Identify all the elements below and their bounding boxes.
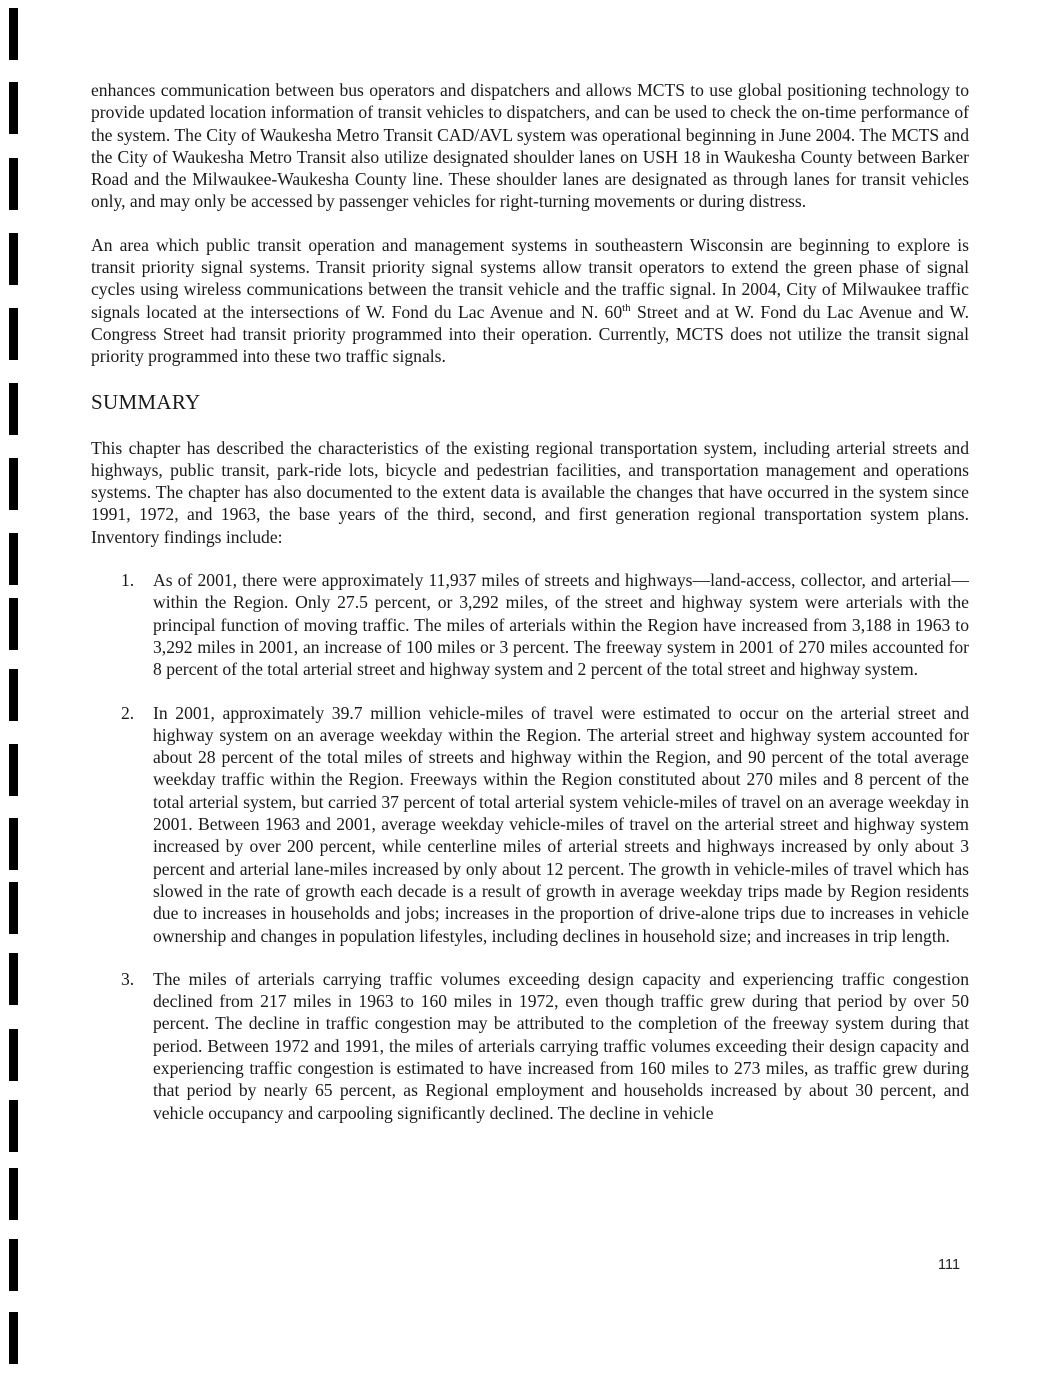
binding-mark — [9, 1100, 18, 1152]
binding-marks — [9, 0, 23, 1379]
binding-mark — [9, 598, 18, 650]
list-item-text: As of 2001, there were approximately 11,937 miles of streets and highways—land-access, collector, and arterial—within the Region. Only 27.5 percent, or 3,292 miles, of the street and highway system were arterials with the principal function of moving traffic. The miles of arterials within the Region have increased from 3,188 in 1963 to 3,292 miles in 2001, an increase of 100 miles or 3 percent. The freeway system in 2001 of 270 miles accounted for 8 percent of the total arterial street and highway system and 2 percent of the total street and highway system. — [153, 570, 969, 680]
binding-mark — [9, 1312, 18, 1364]
transit-priority-paragraph — [91, 234, 969, 368]
binding-mark — [9, 82, 18, 134]
superscript: th — [622, 301, 631, 314]
list-item-text: In 2001, approximately 39.7 million vehicle-miles of travel were estimated to occur on the arterial street and highway system on an average weekday within the Region. The arterial street and highway system accounted for about 28 percent of the total miles of streets and highway within the Region, and 90 percent of the total average weekday traffic within the Region. Freeways within the Region constituted about 270 miles and 8 percent of the total arterial system, but carried 37 percent of total arterial system vehicle-miles of travel on an average weekday in 2001. Between 1963 and 2001, average weekday vehicle-miles of travel on the arterial street and highway system increased by over 200 percent, while centerline miles of arterial streets and highways increased by only about 3 percent and arterial lane-miles increased by only about 12 percent. The growth in vehicle-miles of travel which has slowed in the rate of growth each decade is a result of growth in average weekday trips made by Region residents due to increases in households and jobs; increases in the proportion of drive-alone trips due to increases in vehicle ownership and changes in population lifestyles, including declines in household size; and increases in trip length. — [153, 702, 969, 946]
list-item-number: 1. — [121, 570, 135, 591]
binding-mark — [9, 308, 18, 360]
binding-mark — [9, 669, 18, 721]
binding-mark — [9, 158, 18, 210]
binding-mark — [9, 1239, 18, 1291]
list-item — [91, 569, 969, 680]
binding-mark — [9, 1029, 18, 1081]
findings-list — [91, 569, 969, 1124]
body-paragraph: enhances communication between bus operators and dispatchers and allows MCTS to use global positioning technology to provide updated location information of transit vehicles to dispatchers, and can be used to check the on-time performance of the system. The City of Waukesha Metro Transit CAD/AVL system was operational beginning in June 2004. The MCTS and the City of Waukesha Metro Transit also utilize designated shoulder lanes on USH 18 in Waukesha County between Barker Road and the Milwaukee-Waukesha County line. These shoulder lanes are designated as through lanes for transit vehicles only, and may only be accessed by passenger vehicles for right-turning movements or during distress. — [91, 80, 969, 212]
binding-mark — [9, 882, 18, 934]
binding-mark — [9, 1168, 18, 1220]
paragraph-text: Street and at W. Fond du Lac Avenue and W. Congress Street had transit priority programmed into their operation. Currently, MCTS does not utilize the transit signal priority programmed into these two traffic signals. — [91, 301, 969, 367]
binding-mark — [9, 744, 18, 796]
binding-mark — [9, 233, 18, 285]
binding-mark — [9, 458, 18, 510]
binding-mark — [9, 8, 18, 60]
list-item — [91, 968, 969, 1124]
binding-mark — [9, 818, 18, 870]
binding-mark — [9, 533, 18, 585]
list-item — [91, 702, 969, 947]
binding-mark — [9, 953, 18, 1005]
list-item-number: 2. — [121, 702, 135, 723]
summary-intro-paragraph: This chapter has described the characteristics of the existing regional transportation system, including arterial streets and highways, public transit, park-ride lots, bicycle and pedestrian facilities, and transportation management and operations systems. The chapter has also documented to the extent data is available the changes that have occurred in the system since 1991, 1972, and 1963, the base years of the third, second, and first generation regional transportation system plans. Inventory findings include: — [91, 437, 969, 547]
document-page — [91, 79, 969, 1145]
list-item-number: 3. — [121, 968, 135, 989]
list-item-text: The miles of arterials carrying traffic volumes exceeding design capacity and experiencing traffic congestion declined from 217 miles in 1963 to 160 miles in 1972, even though traffic grew during that period by over 50 percent. The decline in traffic congestion may be attributed to the completion of the freeway system during that period. Between 1972 and 1991, the miles of arterials carrying traffic volumes exceeding their design capacity and experiencing traffic congestion is estimated to have increased from 160 miles to 273 miles, as traffic grew during that period by nearly 65 percent, as Regional employment and households increased by about 30 percent, and vehicle occupancy and carpooling significantly declined. The decline in vehicle — [153, 968, 969, 1123]
section-heading: SUMMARY — [91, 389, 201, 414]
page-number: 111 — [938, 1257, 961, 1273]
binding-mark — [9, 383, 18, 435]
paragraph-text: An area which public transit operation and management systems in southeastern Wisconsin are beginning to explore is transit priority signal systems. Transit priority signal systems allow transit operators to extend the green phase of signal cycles using wireless communications between the transit vehicle and the traffic signal. In 2004, City of Milwaukee traffic signals located at the intersections of W. Fond du Lac Avenue and N. 60 — [91, 234, 969, 322]
